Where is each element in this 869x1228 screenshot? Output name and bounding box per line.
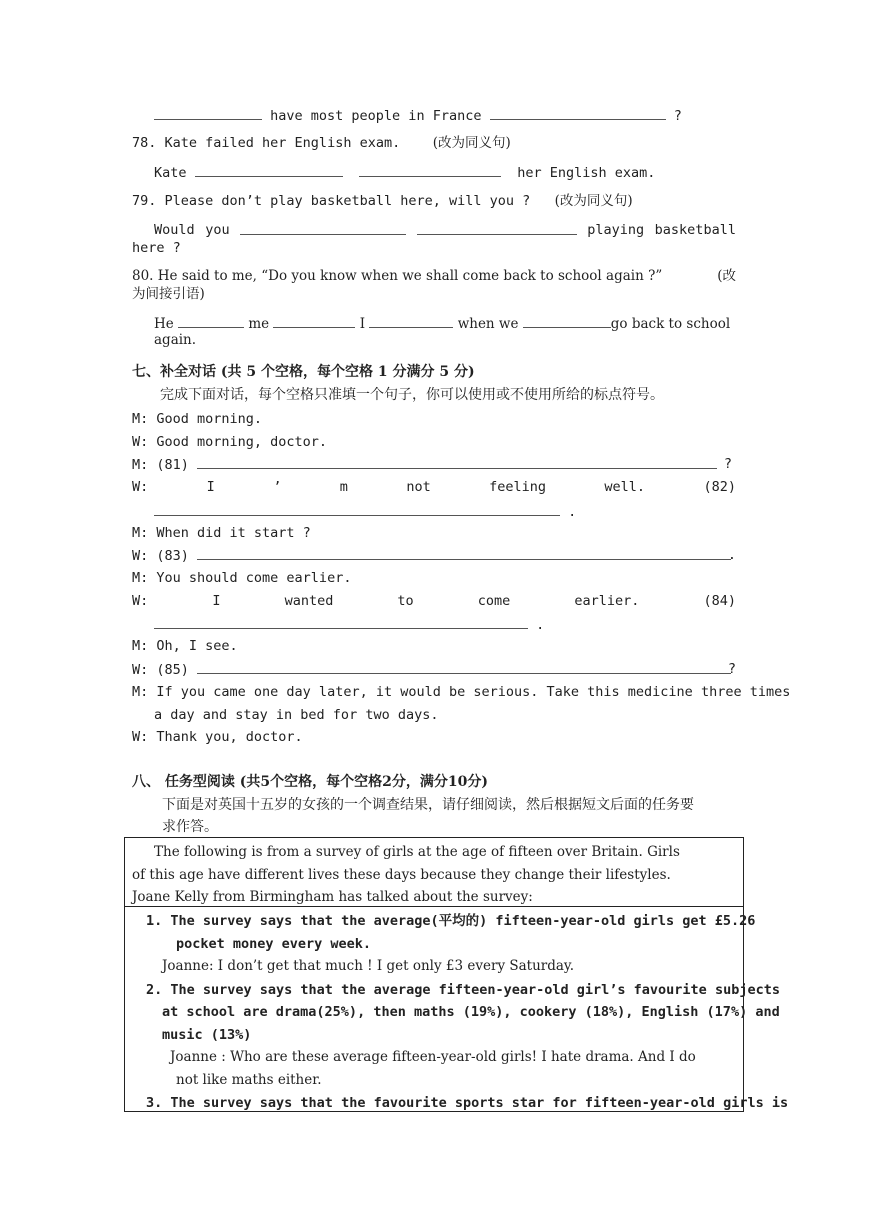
blank-85[interactable] [197, 660, 731, 674]
blank-84[interactable] [154, 615, 528, 629]
dialogue-word: (82) [703, 479, 736, 495]
q78-end: her English exam. [517, 165, 656, 181]
dialogue-word: ’ [273, 479, 282, 495]
blank[interactable] [369, 314, 453, 328]
joanne-reply-2: Joanne : Who are these average fifteen-year-old girls! I hate drama. And I do [170, 1049, 696, 1065]
q80-word: me [248, 316, 270, 332]
q80-word: when we [457, 316, 519, 332]
q78-text: 78. Kate failed her English exam. [132, 135, 401, 151]
dialogue-line: W: Good morning, doctor. [132, 434, 328, 450]
blank[interactable] [178, 314, 244, 328]
dialogue-punct: . [568, 504, 577, 520]
blank[interactable] [490, 106, 666, 120]
dialogue-line [132, 592, 736, 610]
q77-end: ? [673, 108, 682, 124]
dialogue-punct: . [536, 617, 545, 633]
q80-word: I [359, 316, 366, 332]
dialogue-line: M: If you came one day later, it would be serious. Take this medicine three times [132, 684, 791, 700]
survey-point-2: music (13%) [162, 1027, 252, 1043]
dialogue-line [132, 546, 736, 565]
q80-word: He [154, 316, 174, 332]
q79-note: (改为同义句) [554, 193, 633, 209]
survey-point-3: 3. The survey says that the favourite sports star for fifteen-year-old girls is [146, 1095, 789, 1111]
blank-83[interactable] [197, 546, 731, 560]
dialogue-punct: ? [727, 661, 736, 677]
dialogue-word: W: [132, 479, 149, 495]
passage-intro: The following is from a survey of girls at the age of fifteen over Britain. Girls [154, 844, 680, 860]
section8-instruction: 求作答。 [162, 819, 218, 835]
dialogue-word: I [206, 479, 215, 495]
dialogue-line [154, 502, 576, 521]
q79-text: 79. Please don’t play basketball here, will you ? [132, 193, 531, 209]
dialogue-line: a day and stay in bed for two days. [154, 707, 439, 723]
blank[interactable] [359, 163, 501, 177]
q80-line1 [132, 267, 736, 285]
q79-word: Would [154, 222, 195, 238]
dialogue-word: come [477, 593, 511, 609]
dialogue-punct: . [727, 547, 736, 563]
q80-stem: 80. He said to me, “Do you know when we shall come back to school again ?” [132, 268, 663, 284]
blank[interactable] [523, 314, 611, 328]
q80-word: go back to school [610, 316, 731, 332]
survey-point-2: at school are drama(25%), then maths (19%), cookery (18%), English (17%) and [162, 1004, 780, 1020]
section8-instruction: 下面是对英国十五岁的女孩的一个调查结果，请仔细阅读，然后根据短文后面的任务要 [162, 797, 694, 813]
q79-word: you [205, 222, 230, 238]
q79-answer [154, 221, 736, 239]
dialogue-label: W: (85) [132, 662, 189, 678]
q78-start: Kate [154, 165, 187, 181]
q79-word: playing [587, 222, 645, 238]
dialogue-word: well. [604, 479, 646, 495]
joanne-reply-2: not like maths either. [176, 1072, 322, 1088]
dialogue-line: W: Thank you, doctor. [132, 729, 303, 745]
blank[interactable] [154, 106, 262, 120]
blank[interactable] [417, 221, 577, 235]
dialogue-word: m [339, 479, 348, 495]
dialogue-word: (84) [703, 593, 736, 609]
survey-point-1: pocket money every week. [176, 936, 372, 952]
blank[interactable] [195, 163, 343, 177]
dialogue-word: W: [132, 593, 149, 609]
q80-answer-end: again. [154, 332, 197, 348]
blank[interactable] [240, 221, 406, 235]
blank-81[interactable] [197, 455, 717, 469]
q77-text: have most people in France [270, 108, 482, 124]
dialogue-word: wanted [284, 593, 334, 609]
joanne-reply-1: Joanne: I don’t get that much ! I get only £3 every Saturday. [162, 958, 575, 974]
q80-line2: 为间接引语) [132, 286, 205, 302]
dialogue-line: M: You should come earlier. [132, 570, 352, 586]
dialogue-line: M: Good morning. [132, 411, 263, 427]
dialogue-line [132, 660, 736, 679]
dialogue-word: earlier. [574, 593, 640, 609]
q80-note-start: (改 [717, 268, 736, 284]
passage-intro: Joane Kelly from Birmingham has talked about the survey: [132, 889, 533, 905]
dialogue-word: feeling [489, 479, 547, 495]
q80-answer [154, 314, 730, 333]
passage-divider [124, 906, 744, 907]
dialogue-line: M: Oh, I see. [132, 638, 238, 654]
section7-title: 七、补全对话 (共 5 个空格，每个空格 1 分满分 5 分) [132, 364, 475, 380]
dialogue-label: W: (83) [132, 548, 189, 564]
dialogue-line [154, 615, 544, 634]
dialogue-word: to [397, 593, 414, 609]
dialogue-word: not [406, 479, 431, 495]
section8-title: 八、 任务型阅读 (共5个空格，每个空格2分，满分10分) [132, 774, 488, 790]
q79-answer-end: here ? [132, 240, 181, 256]
q78-answer [154, 163, 655, 182]
section7-instruction: 完成下面对话，每个空格只准填一个句子，你可以使用或不使用所给的标点符号。 [160, 387, 664, 403]
q79-word: basketball [654, 222, 736, 238]
passage-intro: of this age have different lives these days because they change their lifestyles. [132, 867, 671, 883]
dialogue-line [132, 455, 732, 474]
q77-line [154, 106, 682, 125]
q78-note: (改为同义句) [432, 135, 511, 151]
dialogue-line [132, 478, 736, 496]
q78-stem [132, 134, 511, 152]
q79-stem [132, 192, 633, 210]
blank-82[interactable] [154, 502, 560, 516]
blank[interactable] [273, 314, 355, 328]
dialogue-label: M: (81) [132, 457, 189, 473]
survey-point-1: 1. The survey says that the average(平均的) fifteen-year-old girls get £5.26 [146, 913, 756, 929]
dialogue-word: I [212, 593, 221, 609]
survey-point-2: 2. The survey says that the average fifteen-year-old girl’s favourite subjects [146, 982, 780, 998]
dialogue-line: M: When did it start ? [132, 525, 311, 541]
dialogue-punct: ? [723, 456, 732, 472]
